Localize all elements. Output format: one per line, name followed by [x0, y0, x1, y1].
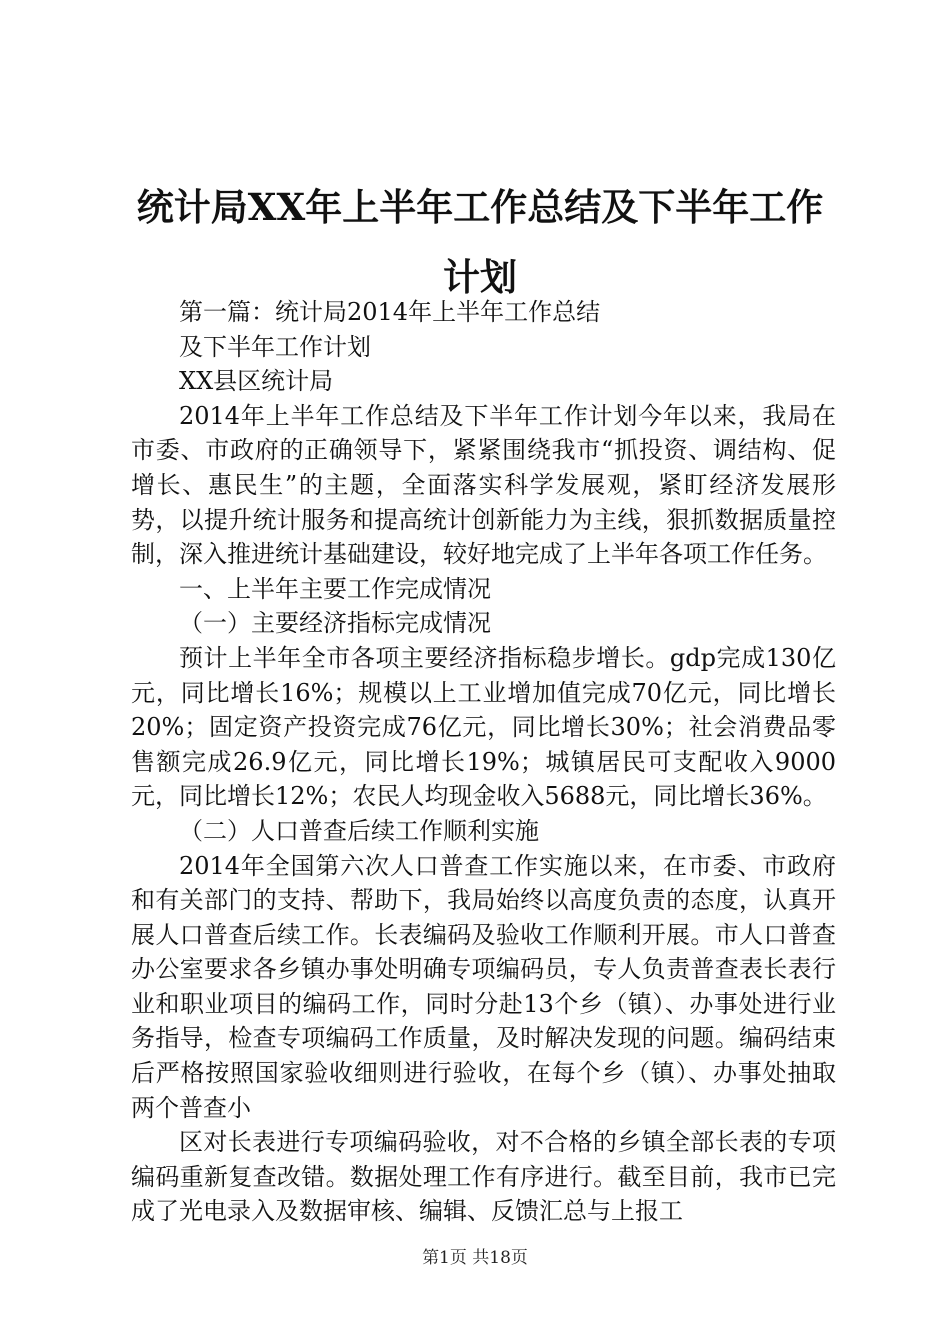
body-paragraph: 2014年全国第六次人口普查工作实施以来，在市委、市政府和有关部门的支持、帮助下，我局始终以高度负责的态度，认真开展人口普查后续工作。长表编码及验收工作顺利开展。市人口普查办公室要求各乡镇办事处明确专项编码员，专人负责普查表长表行业和职业项目的编码工作，同时分赴13个乡（镇）、办事处进行业务指导，检查专项编码工作质量，及时解决发现的问题。编码结束后严格按照国家验收细则进行验收，在每个乡（镇）、办事处抽取两个普查小 — [131, 851, 836, 1122]
subheading: （二）人口普查后续工作顺利实施 — [179, 816, 539, 845]
section-heading: 第一篇：统计局2014年上半年工作总结 — [179, 298, 601, 326]
subheading: 一、上半年主要工作完成情况 — [179, 574, 491, 603]
body-paragraph: 区对长表进行专项编码验收，对不合格的乡镇全部长表的专项编码重新复查改错。数据处理工作有序进行。截至目前，我市已完成了光电录入及数据审核、编辑、反馈汇总与上报工 — [131, 1128, 836, 1226]
document-body — [131, 295, 836, 1229]
page-number: 第1页 共18页 — [422, 1248, 528, 1268]
body-paragraph: 预计上半年全市各项主要经济指标稳步增长。gdp完成130亿元，同比增长16%；规模以上工业增加值完成70亿元，同比增长20%；固定资产投资完成76亿元，同比增长30%；社会消费品零售额完成26.9亿元，同比增长19%；城镇居民可支配收入9000元，同比增长12%；农民人均现金收入5688元，同比增长36%。 — [131, 643, 836, 811]
organization-name: XX县区统计局 — [179, 367, 334, 396]
body-paragraph: 2014年上半年工作总结及下半年工作计划今年以来，我局在市委、市政府的正确领导下，紧紧围绕我市“抓投资、调结构、促增长、惠民生”的主题，全面落实科学发展观，紧盯经济发展形势，以提升统计服务和提高统计创新能力为主线，狠抓数据质量控制，深入推进统计基础建设，较好地完成了上半年各项工作任务。 — [131, 401, 836, 569]
document-title: 统计局XX年上半年工作总结及下半年工作计划 — [136, 185, 824, 299]
section-heading-continued: 及下半年工作计划 — [179, 332, 371, 361]
subheading: （一）主要经济指标完成情况 — [179, 609, 491, 638]
